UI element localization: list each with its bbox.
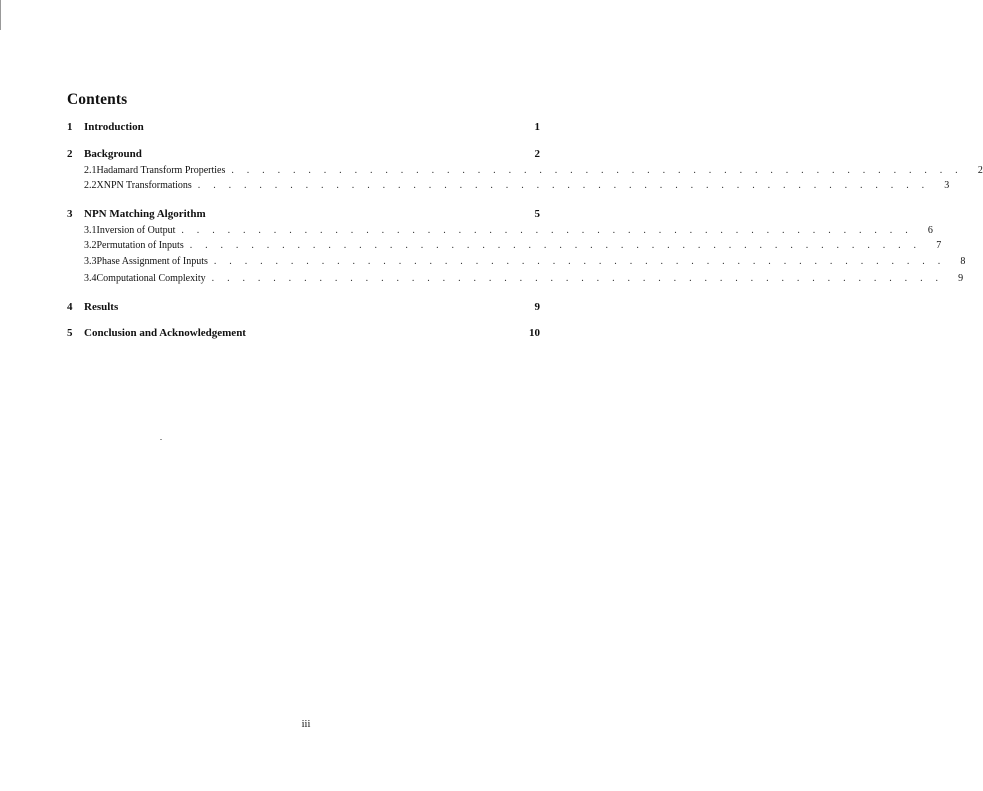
toc-chapter-5[interactable] [67,327,540,341]
chapter-page: 5 [534,208,540,220]
section-number: 3.2 [84,240,97,251]
section-page: 7 [936,240,942,251]
chapter-title: Introduction [84,121,144,133]
scan-margin-mark [0,0,1,30]
toc-section-3-2[interactable] [67,240,942,254]
chapter-number: 5 [67,327,73,339]
section-title: XNPN Transformations [96,180,192,191]
contents-heading: Contents [67,91,128,108]
chapter-number: 3 [67,208,73,220]
section-number: 3.1 [84,225,97,236]
chapter-title: NPN Matching Algorithm [84,208,206,220]
chapter-title: Conclusion and Acknowledgement [84,327,246,339]
toc-section-2-2[interactable] [67,180,950,194]
leader-dots: . . . . . . . . . . . . . . . . . . . . . . . . . . . . . . . . . . . . . . . . . . . . . . . . [231,165,963,176]
chapter-title: Background [84,148,142,160]
chapter-page: 10 [529,327,540,339]
chapter-number: 2 [67,148,73,160]
section-number: 3.4 [84,273,97,284]
section-page: 9 [958,273,964,284]
toc-section-3-4[interactable] [67,273,964,287]
section-page: 6 [927,225,933,236]
toc-section-3-3[interactable] [67,256,966,270]
section-title: Computational Complexity [96,273,206,284]
toc-chapter-3[interactable] [67,208,540,222]
section-title: Permutation of Inputs [96,240,184,251]
leader-dots: . . . . . . . . . . . . . . . . . . . . . . . . . . . . . . . . . . . . . . . . . . . . . . . . [211,273,944,284]
leader-dots: . . . . . . . . . . . . . . . . . . . . . . . . . . . . . . . . . . . . . . . . . . . . . . . . [189,240,922,251]
chapter-number: 4 [67,301,73,313]
chapter-page: 9 [534,301,540,313]
toc-section-3-1[interactable] [67,225,933,239]
leader-dots: . . . . . . . . . . . . . . . . . . . . . . . . . . . . . . . . . . . . . . . . . . . . . . . . [197,180,930,191]
toc-chapter-1[interactable] [67,121,540,135]
chapter-page: 2 [534,148,540,160]
leader-dots: . . . . . . . . . . . . . . . . . . . . . . . . . . . . . . . . . . . . . . . . . . . . . . . . [181,225,913,236]
chapter-title: Results [84,301,119,313]
section-title: Phase Assignment of Inputs [96,256,208,267]
chapter-page: 1 [534,121,540,133]
section-title: Hadamard Transform Properties [96,165,226,176]
leader-dots: . . . . . . . . . . . . . . . . . . . . . . . . . . . . . . . . . . . . . . . . . . . . . . . . [213,256,946,267]
toc-chapter-4[interactable] [67,301,540,315]
section-page: 8 [960,256,966,267]
section-number: 2.2 [84,180,97,191]
scan-speck [160,439,162,440]
page-number: iii [301,719,311,730]
toc-chapter-2[interactable] [67,148,540,162]
chapter-number: 1 [67,121,73,133]
section-page: 3 [944,180,950,191]
section-page: 2 [977,165,983,176]
section-title: Inversion of Output [96,225,176,236]
section-number: 2.1 [84,165,97,176]
section-number: 3.3 [84,256,97,267]
toc-section-2-1[interactable] [67,165,983,179]
